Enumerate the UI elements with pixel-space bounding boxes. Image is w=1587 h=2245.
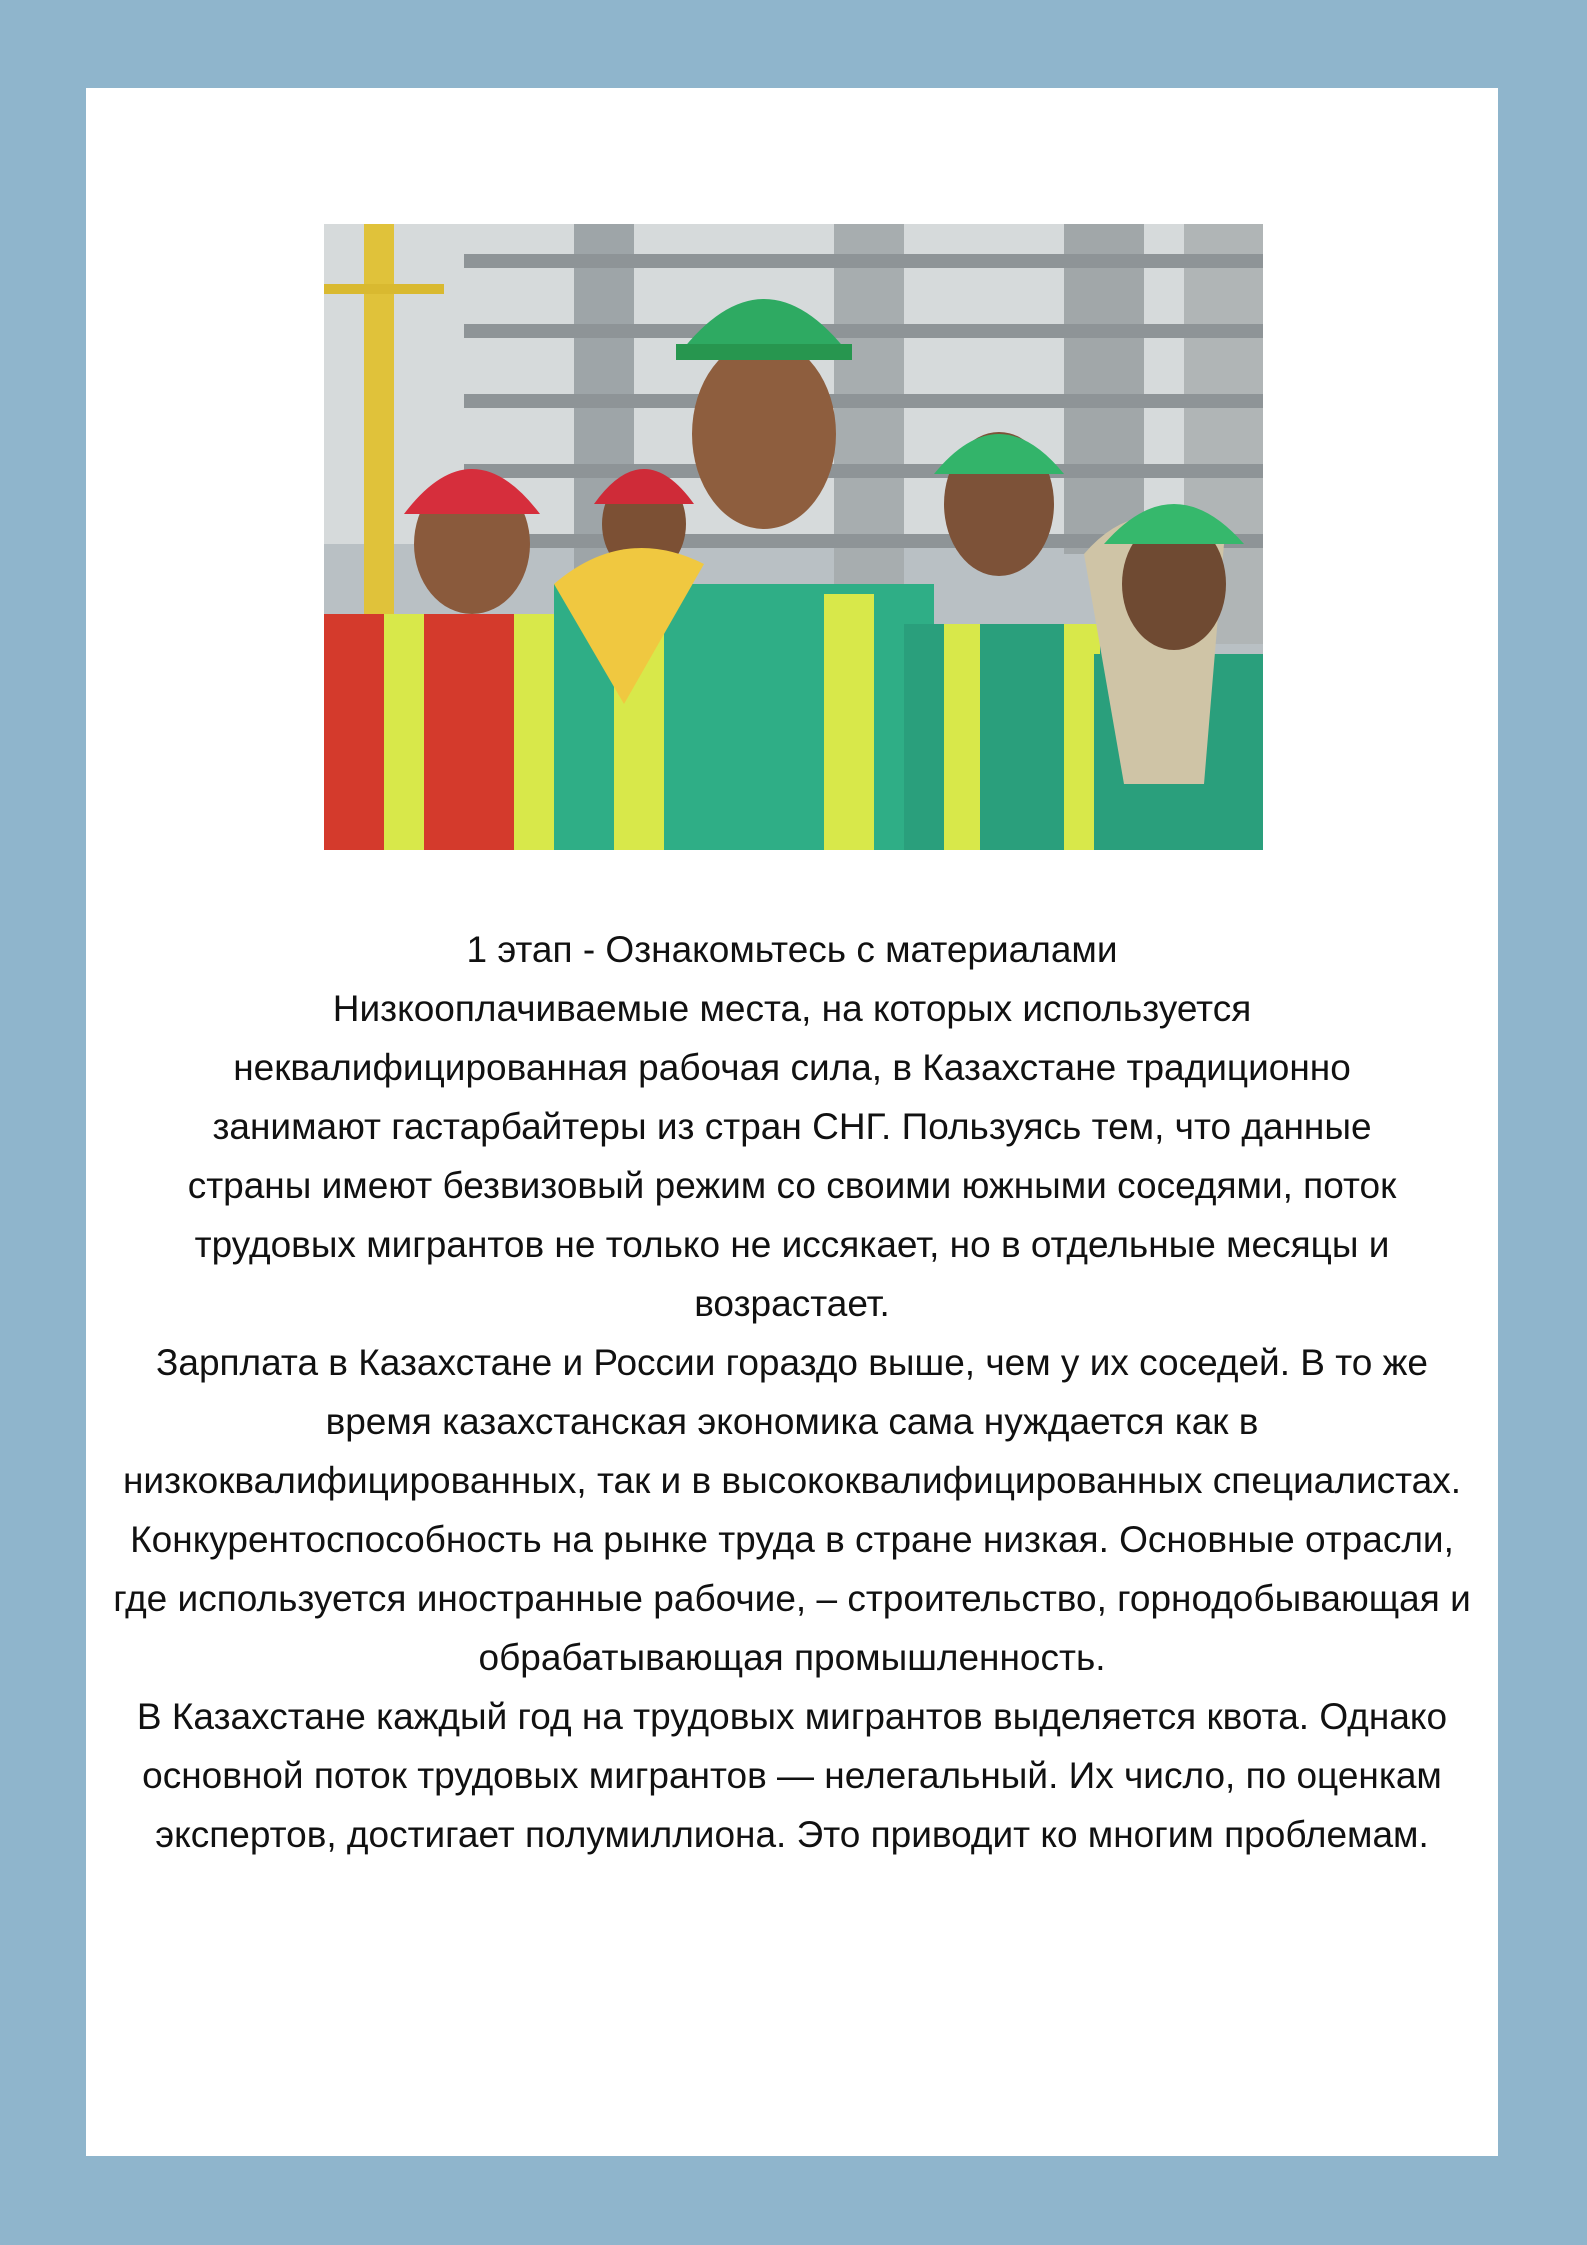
paragraph-2: Зарплата в Казахстане и России гораздо выше, чем у их соседей. В то же время казахстанская экономика сама нуждается как в низкоквалифицированных, так и в высококвалифицированных специалистах. Конкурентоспособность на рынке труда в стране низкая. Основные отрасли, где используется иностранные рабочие, – строительство, горнодобывающая и обрабатывающая промышленность. xyxy=(113,1342,1471,1678)
paragraph-1: Низкооплачиваемые места, на которых используется неквалифицированная рабочая сила, в Казахстане традиционно занимают гастарбайтеры из стран СНГ. Пользуясь тем, что данные страны имеют безвизовый режим со своими южными соседями, поток трудовых мигрантов не только не иссякает, но в отдельные месяцы и возрастает. xyxy=(187,988,1397,1324)
paragraph-3: В Казахстане каждый год на трудовых мигрантов выделяется квота. Однако основной поток трудовых мигрантов — нелегальный. Их число, по оценкам экспертов, достигает полумиллиона. Это приводит ко многим проблемам. xyxy=(136,1696,1448,1855)
workers-photo xyxy=(324,224,1263,850)
document-page xyxy=(86,88,1498,2156)
text-block xyxy=(86,920,1498,1864)
construction-workers-image xyxy=(324,224,1263,850)
stage-title: 1 этап - Ознакомьтесь с материалами xyxy=(466,929,1118,970)
